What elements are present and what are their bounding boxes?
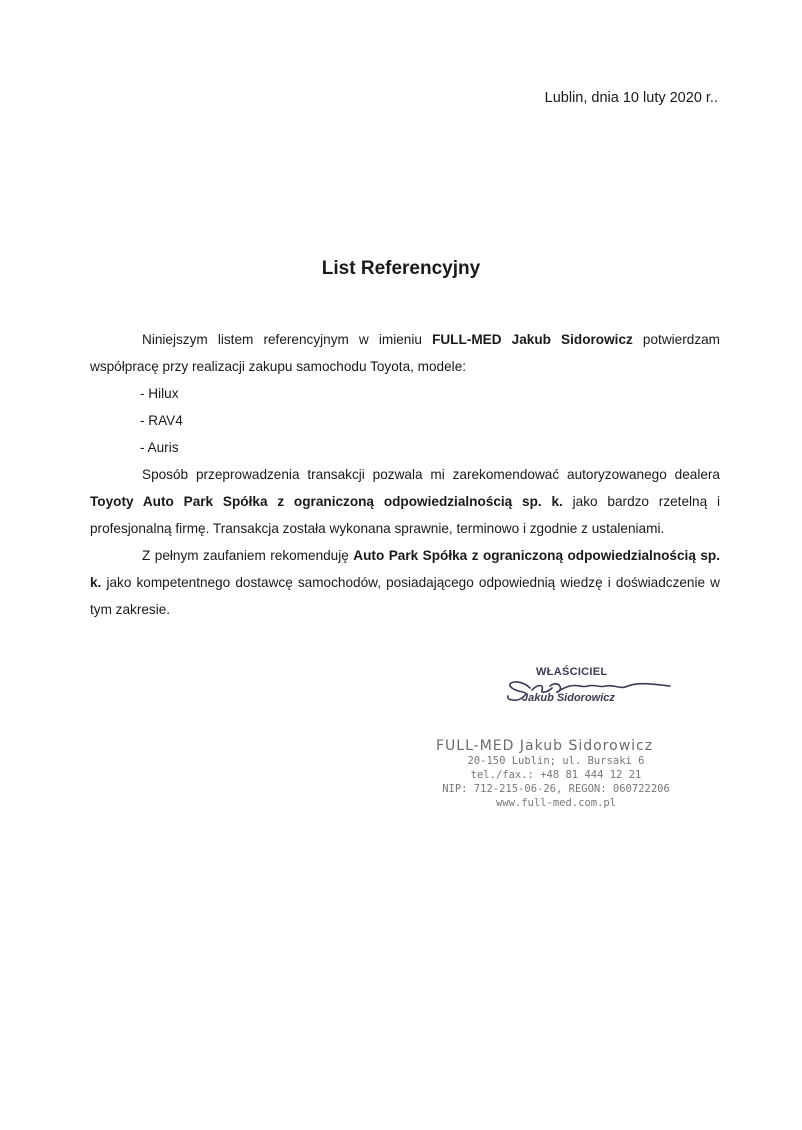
paragraph-recommendation-text-1: Sposób przeprowadzenia transakcji pozwala mi zarekomendować autoryzowanego dealera <box>142 467 720 482</box>
company-stamp <box>436 738 676 810</box>
model-item: - Auris <box>140 440 179 455</box>
dealer-name: Toyoty Auto Park Spółka z ograniczoną odpowiedzialnością sp. k. <box>90 494 563 509</box>
company-stamp-ids: NIP: 712-215-06-26, REGON: 060722206 <box>442 783 670 795</box>
company-stamp-address: 20-150 Lublin; ul. Bursaki 6 <box>467 755 645 767</box>
owner-stamp <box>472 662 672 722</box>
paragraph-closing-text-2: jako kompetentnego dostawcę samochodów, posiadającego odpowiednią wiedzę i doświadczenie w tym zakresie. <box>90 575 720 617</box>
letter-date: Lublin, dnia 10 luty 2020 r.. <box>544 90 718 106</box>
company-stamp-phone: tel./fax.: +48 81 444 12 21 <box>470 769 642 781</box>
paragraph-intro-text-2: potwierdzam współpracę przy realizacji zakupu samochodu Toyota, modele: <box>90 332 720 374</box>
model-item: - RAV4 <box>140 413 183 428</box>
paragraph-intro <box>90 326 720 380</box>
paragraph-recommendation-text-2: jako bardzo rzetelną i profesjonalną firmę. Transakcja została wykonana sprawnie, terminowo i zgodnie z ustaleniami. <box>90 494 721 536</box>
company-stamp-name: FULL-MED Jakub Sidorowicz <box>436 738 654 754</box>
owner-role: WŁAŚCICIEL <box>536 666 608 678</box>
client-company-name: FULL-MED Jakub Sidorowicz <box>432 332 633 347</box>
model-item: - Hilux <box>140 386 179 401</box>
paragraph-closing <box>90 542 720 623</box>
paragraph-closing-text-1: Z pełnym zaufaniem rekomenduję <box>142 548 354 563</box>
company-stamp-web: www.full-med.com.pl <box>495 797 617 809</box>
paragraph-recommendation <box>90 461 720 542</box>
owner-name: Jakub Sidorowicz <box>522 692 615 704</box>
letter-title: List Referencyjny <box>321 258 481 279</box>
dealer-name-closing: Auto Park Spółka z ograniczoną odpowiedzialnością sp. k. <box>90 548 720 590</box>
paragraph-intro-text-1: Niniejszym listem referencyjnym w imieniu <box>142 332 433 347</box>
letter-body <box>90 326 720 623</box>
